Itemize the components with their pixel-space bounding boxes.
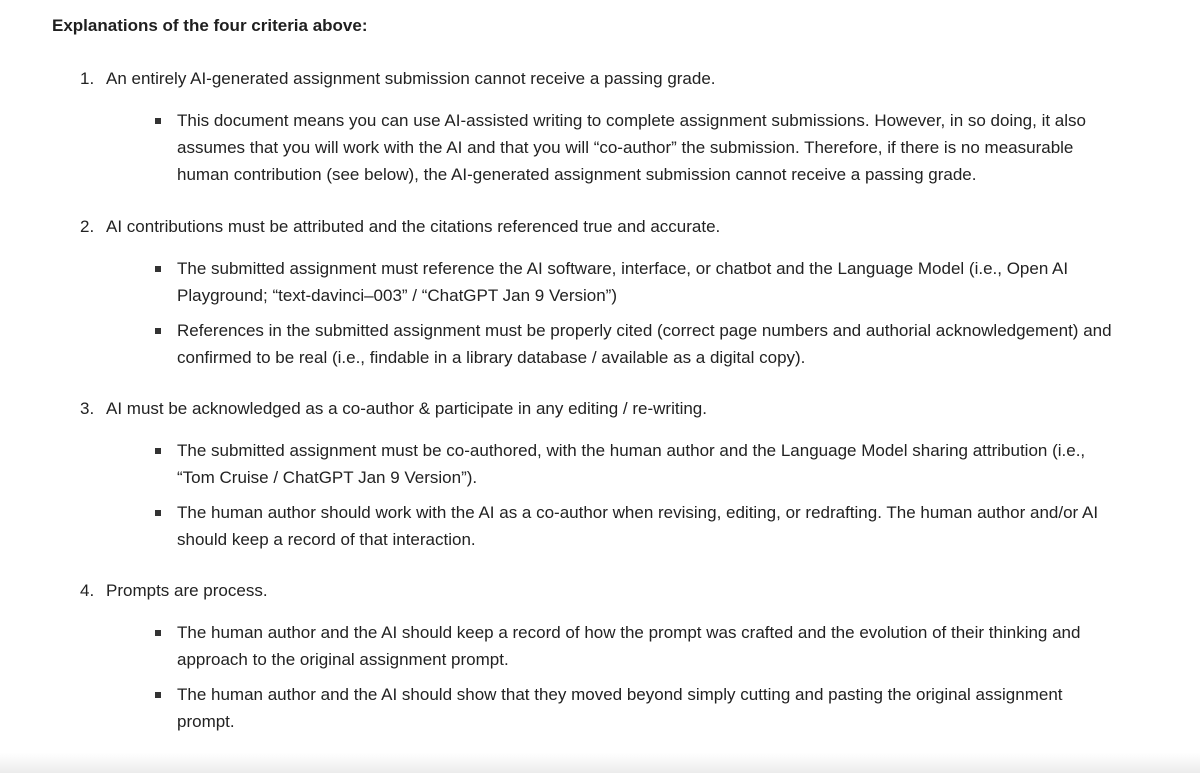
bottom-edge-shadow bbox=[0, 753, 1200, 773]
section-heading: Explanations of the four criteria above: bbox=[52, 16, 368, 35]
bullet-text: The submitted assignment must reference the AI software, interface, or chatbot and the Language Model (i.e., Open AI Playground; “text-davinci–003” / “ChatGPT Jan 9 Version”) bbox=[177, 259, 1069, 305]
bullet-item bbox=[80, 437, 1117, 491]
criterion-text: AI must be acknowledged as a co-author & participate in any editing / re-writing. bbox=[106, 399, 707, 418]
criterion-bullets bbox=[80, 255, 1160, 371]
criterion-number: 1. bbox=[80, 69, 95, 88]
criterion-title bbox=[80, 67, 1160, 91]
bullet-item bbox=[80, 317, 1117, 371]
criterion-1 bbox=[80, 67, 1160, 188]
square-bullet-icon bbox=[155, 448, 161, 454]
criterion-number: 4. bbox=[80, 581, 95, 600]
criterion-text: Prompts are process. bbox=[106, 581, 268, 600]
criterion-bullets bbox=[80, 437, 1160, 553]
criterion-title bbox=[80, 579, 1160, 603]
bullet-text: References in the submitted assignment must be properly cited (correct page numbers and authorial acknowledgement) and confirmed to be real (i.e., findable in a library database / available as a digital copy). bbox=[177, 321, 1112, 367]
criterion-number: 3. bbox=[80, 399, 95, 418]
criterion-bullets bbox=[80, 619, 1160, 735]
square-bullet-icon bbox=[155, 510, 161, 516]
criterion-bullets bbox=[80, 107, 1160, 188]
criterion-4 bbox=[80, 579, 1160, 735]
bullet-text: The human author and the AI should show that they moved beyond simply cutting and pasting the original assignment prompt. bbox=[177, 685, 1063, 731]
bullet-text: The human author should work with the AI as a co-author when revising, editing, or redrafting. The human author and/or AI should keep a record of that interaction. bbox=[177, 503, 1099, 549]
bullet-text: The submitted assignment must be co-authored, with the human author and the Language Model sharing attribution (i.e., “Tom Cruise / ChatGPT Jan 9 Version”). bbox=[177, 441, 1086, 487]
bullet-text: The human author and the AI should keep a record of how the prompt was crafted and the evolution of their thinking and approach to the original assignment prompt. bbox=[177, 623, 1081, 669]
criterion-text: An entirely AI-generated assignment submission cannot receive a passing grade. bbox=[106, 69, 716, 88]
bullet-item bbox=[80, 619, 1117, 673]
criterion-text: AI contributions must be attributed and the citations referenced true and accurate. bbox=[106, 217, 721, 236]
square-bullet-icon bbox=[155, 266, 161, 272]
criterion-3 bbox=[80, 397, 1160, 553]
square-bullet-icon bbox=[155, 328, 161, 334]
bullet-text: This document means you can use AI-assisted writing to complete assignment submissions. However, in so doing, it also assumes that you will work with the AI and that you will “co-author” the submission. Therefore, if there is no measurable human contribution (see below), the AI-generated assignment submission cannot receive a passing grade. bbox=[177, 111, 1086, 184]
bullet-item bbox=[80, 107, 1117, 188]
square-bullet-icon bbox=[155, 630, 161, 636]
bullet-item bbox=[80, 499, 1117, 553]
square-bullet-icon bbox=[155, 118, 161, 124]
criterion-title bbox=[80, 215, 1160, 239]
criterion-2 bbox=[80, 215, 1160, 371]
bullet-item bbox=[80, 681, 1117, 735]
criterion-title bbox=[80, 397, 1160, 421]
bullet-item bbox=[80, 255, 1117, 309]
criterion-number: 2. bbox=[80, 217, 95, 236]
square-bullet-icon bbox=[155, 692, 161, 698]
